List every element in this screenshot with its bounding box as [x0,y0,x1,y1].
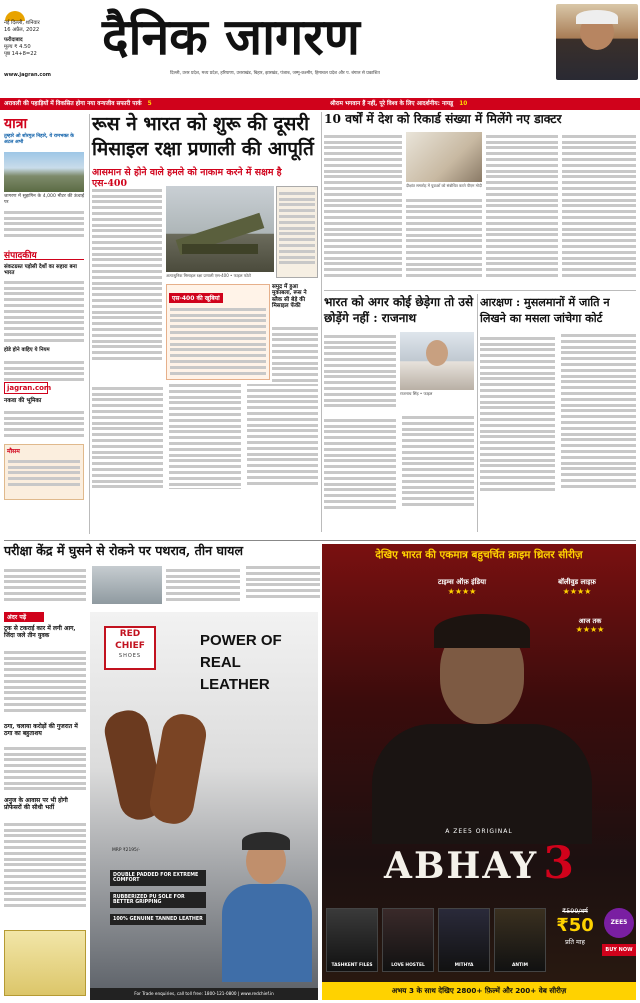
rajnath-body [324,332,396,412]
thumb-4[interactable] [494,908,546,972]
feature-1: DOUBLE PADDED FOR EXTREME COMFORT [110,870,206,886]
jagran-link-1[interactable]: जागरण में सुहागिन के 4,000 मीटर की ऊंचाई पर [4,194,84,205]
issue-price: मूल्य ₹ 4.50 [4,44,31,50]
brief-3-title[interactable]: अनुज के आवास पर भी होगी प्रोफेसरों की सीधी भर्ती [4,797,68,811]
brief-2-title[interactable]: ठगा, चलाया करोड़ों की गुजरात में ठगा का बहुताशय [4,723,78,737]
redchief-brand-top: RED [119,629,141,639]
rajnath-body-2 [324,416,474,528]
rajnath-caption: राजनाथ सिंह • फाइल [400,391,433,396]
s400-caption: अत्याधुनिक मिसाइल रक्षा प्रणाली एस-400 • फाइल फोटो [166,273,251,278]
thumb-3[interactable] [438,908,490,972]
s400-info-title: एस-400 की खूबियां [169,293,223,303]
editions-list: दिल्ली, उत्तर प्रदेश, मध्य प्रदेश, हरियाणा, उत्तराखंड, बिहार, झारखंड, पंजाब, जम्मू-कश्मीर, हिमाचल प्रदेश और प. बंगाल से प्रकाशित [170,71,380,76]
lead-body [92,384,318,526]
masthead-title: दैनिक जागरण [102,7,360,66]
jagran-com-logo[interactable]: jagran.com [4,382,48,394]
review-1-source: टाइम्स ऑफ़ इंडिया [437,578,487,586]
modi-caption: दीक्षांत समारोह में युवाओं को संबोधित करते पीएम मोदी [406,183,482,188]
reservation-body [480,334,636,528]
redchief-features [110,870,206,970]
redchief-footer: For Trade enquiries, call toll free: 1800-121-0800 | www.redchief.in [90,988,318,1000]
teaser-3-page: 10 [459,101,468,107]
teaser-3[interactable] [330,99,636,109]
website: www.jagran.com [4,72,52,78]
yatra-text: तुम्हारे ओ शोरगुल निहारे, ये रामभक्त के अटल अभी [4,134,74,145]
brief-1-title[interactable]: ट्रक से टकराई कार में लगी आग, जिंदा जले तीन युवक [4,625,76,639]
price-unit: प्रति माह [565,938,585,946]
stone-pelting-body-2 [166,566,320,606]
thumb-2-label: LOVE HOSTEL [391,963,425,968]
stone-pelting-title: परीक्षा केंद्र में घुसने से रोकने पर पथराव, तीन घायल [4,543,244,558]
abhay-footer: अभय 3 के साथ देखिए 2800+ फ़िल्में और 200+ वेब सीरीज़ [322,982,636,1000]
teaser-strip [0,98,640,110]
abhay-title [372,838,586,900]
editorial-title: संकटग्रस्त पड़ोसी देशों का सहारा बना भारत [4,264,77,277]
lead-subtitle: आसमान से होने वाले हमले को नाकाम करने में सक्षम है एस-400 [92,167,282,189]
redchief-ad[interactable] [90,612,318,1000]
edition-info [4,20,64,80]
review-2-source: बॉलीवुड लाइफ़ [558,578,596,586]
doctors-body-2 [406,196,482,284]
review-4-source: आज तक [578,617,602,625]
edition-name: फरीदाबाद [4,37,23,43]
weather-label: मौसम [7,448,20,455]
stone-pelting-story [4,544,320,608]
briefs-label: अंदर पढ़ें [4,612,44,622]
reservation-story [480,294,636,532]
vp-photo [556,4,638,80]
s400-info-box [166,284,270,380]
masthead [0,0,640,86]
chess-body [4,408,84,436]
brief-2-body [4,744,86,794]
editorial-body [4,278,84,348]
sun-logo-icon [4,6,26,16]
review-4-stars: ★★★★ [575,625,605,634]
teaser-3-text: श्रीराम भगवान हैं नहीं, पूरे विश्व के लिए आदर्शनीय: नायडू [330,101,454,107]
small-ad-box[interactable] [4,930,86,996]
zee5-original-tag: A ZEE5 ORIGINAL [445,828,513,835]
thumb-1-label: TASHKENT FILES [331,963,373,968]
city-day: नई दिल्ली, शनिवार [4,20,40,26]
teaser-1[interactable] [4,99,218,109]
s400-photo [166,186,274,272]
editorial2-body [4,358,84,380]
thumb-2[interactable] [382,908,434,972]
redchief-headline: POWER OF REAL LEATHER [200,632,282,693]
review-1 [414,578,510,604]
doctors-body-3 [486,132,558,282]
yatra-photo [4,152,84,192]
lead-sub-headline: समुद्र में हुआ मुकाबला, रूस ने ब्लैक सी बेड़े की मिसाइल फेंकी [272,284,307,310]
page-count: पृष्ठ 14+8=22 [4,51,37,57]
briefs-column [4,612,86,1000]
brief-1-body [4,648,86,718]
sandal-photo [104,700,214,840]
model-photo [216,822,316,982]
rajnath-story [324,294,474,532]
yatra-label: यात्रा [4,116,28,132]
feature-2: RUBBERIZED PU SOLE FOR BETTER GRIPPING [110,892,206,908]
buy-now-button[interactable]: BUY NOW [602,944,636,956]
thumb-3-label: MITHYA [454,963,474,968]
lead-sub-body [272,324,318,384]
price-block [550,906,600,970]
abhay-headline: देखिए भारत की एकमात्र बहुचर्चित क्राइम थ्रिलर सीरीज़ [375,549,583,561]
chess-title: नकवा की भूमिका [4,398,42,404]
weather-box [4,444,84,500]
doctors-body [324,132,402,282]
teaser-1-text: अरावली की पहाड़ियों में विकसित होगा नया वन्यजीव सफारी पार्क [4,101,142,107]
lead-story [92,112,318,532]
stone-pelting-photo [92,566,162,604]
modi-photo [406,132,482,182]
zee5-brand: ZEE5 [610,919,628,926]
feature-3: 100% GENUINE TANNED LEATHER [110,914,206,925]
reservation-title: आरक्षण : मुसलमानों में जाति न लिखने का मसला जांचेगा कोर्ट [480,295,610,325]
lead-title: रूस ने भारत को शुरू की दूसरी मिसाइल रक्षा प्रणाली की आपूर्ति [92,113,314,160]
doctors-title: 10 वर्षों में देश को रिकार्ड संख्या में मिलेंगे नए डाक्टर [324,112,562,126]
review-2 [522,578,632,604]
issue-date: 16 अप्रैल, 2022 [4,27,40,33]
doctors-body-4 [562,132,636,282]
redchief-brand-bot: SHOES [118,653,142,659]
editorial2-title: होडे होने वाहिए ये नियम [4,347,50,353]
rajnath-title: भारत को अगर कोई छेड़ेगा तो उसे छोड़ेंगे नहीं : राजनाथ [324,295,474,325]
kunal-photo [362,614,602,844]
redchief-logo [104,626,156,670]
rajnath-photo [400,332,474,390]
thumbnail-row [326,908,548,972]
stone-pelting-body [4,566,86,606]
sampadakiya-heading: संपादकीय [4,248,84,260]
review-2-stars: ★★★★ [562,587,592,596]
yatra-body [4,208,84,238]
redchief-price: MRP ₹2195/- [112,848,140,853]
zee5-logo [604,908,634,938]
thumb-4-label: ANTIM [511,963,529,968]
lead-sidebar-box [276,186,318,278]
thumb-1[interactable] [326,908,378,972]
redchief-brand-mid: CHIEF [115,641,145,651]
teaser-1-page: 5 [147,101,152,107]
lead-intro [92,186,162,366]
review-1-stars: ★★★★ [447,587,477,596]
abhay-title-text: ABHAY [384,845,539,887]
price-new: ₹50 [556,915,594,936]
abhay-season: 3 [543,838,574,889]
brief-3-body [4,820,86,920]
price-old: ₹599/वर्ष [562,907,588,915]
abhay-ad[interactable] [322,544,636,1000]
doctors-story [324,112,636,288]
sidebar [4,114,86,534]
